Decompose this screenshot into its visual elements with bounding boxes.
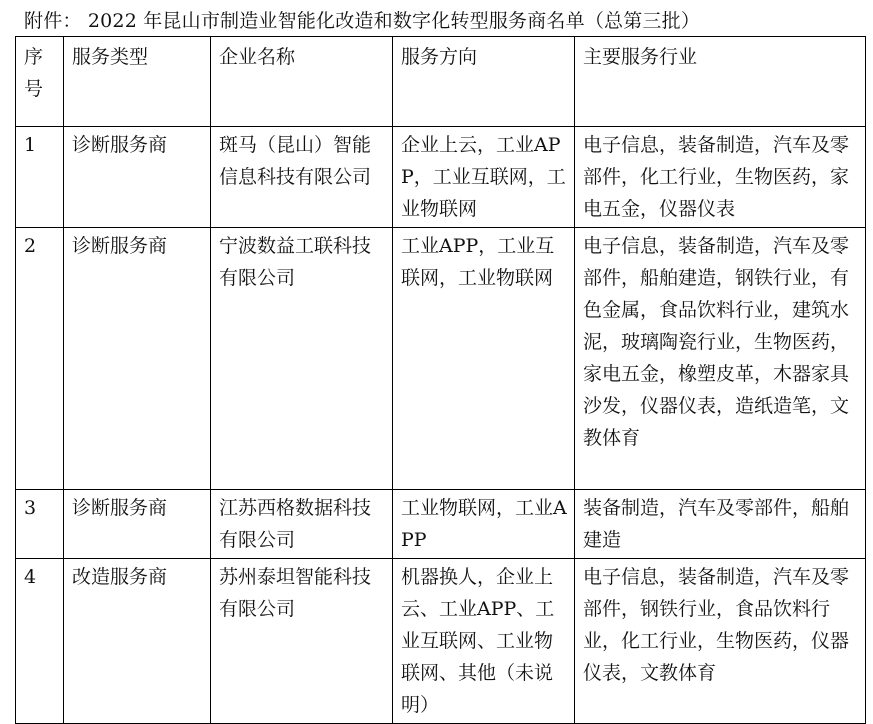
- header-direction: 服务方向: [393, 37, 575, 127]
- row-industry: 电子信息，装备制造，汽车及零部件，化工行业，生物医药，家电五金，仪器仪表: [575, 127, 866, 228]
- row-type: 改造服务商: [64, 559, 211, 724]
- row-company: 江苏西格数据科技有限公司: [211, 490, 393, 559]
- row-company: 苏州泰坦智能科技有限公司: [211, 559, 393, 724]
- header-no: 序号: [16, 37, 64, 127]
- table-row: [16, 490, 866, 559]
- row-type: 诊断服务商: [64, 490, 211, 559]
- row-no: 3: [16, 490, 64, 559]
- table-row: [16, 228, 866, 490]
- row-direction: 工业APP，工业互联网，工业物联网: [393, 228, 575, 490]
- header-company: 企业名称: [211, 37, 393, 127]
- row-industry: 电子信息，装备制造，汽车及零部件，钢铁行业，食品饮料行业，化工行业，生物医药，仪器仪表，文教体育: [575, 559, 866, 724]
- table-row: [16, 127, 866, 228]
- row-industry: 装备制造，汽车及零部件，船舶建造: [575, 490, 866, 559]
- row-industry: 电子信息，装备制造，汽车及零部件，船舶建造，钢铁行业，有色金属，食品饮料行业，建筑水泥，玻璃陶瓷行业，生物医药，家电五金，橡塑皮革，木器家具沙发，仪器仪表，造纸造笔，文教体育: [575, 228, 866, 490]
- document-title: 附件： 2022 年昆山市制造业智能化改造和数字化转型服务商名单（总第三批）: [24, 10, 701, 32]
- row-type: 诊断服务商: [64, 127, 211, 228]
- row-company: 斑马（昆山）智能信息科技有限公司: [211, 127, 393, 228]
- row-no: 1: [16, 127, 64, 228]
- table-row: [16, 559, 866, 724]
- row-direction: 企业上云，工业APP，工业互联网，工业物联网: [393, 127, 575, 228]
- header-industry: 主要服务行业: [575, 37, 866, 127]
- row-company: 宁波数益工联科技有限公司: [211, 228, 393, 490]
- row-direction: 机器换人，企业上云、工业APP、工业互联网、工业物联网、其他（未说明）: [393, 559, 575, 724]
- row-type: 诊断服务商: [64, 228, 211, 490]
- table-header-row: [16, 37, 866, 127]
- provider-table: [15, 36, 866, 724]
- header-type: 服务类型: [64, 37, 211, 127]
- row-no: 4: [16, 559, 64, 724]
- row-no: 2: [16, 228, 64, 490]
- row-direction: 工业物联网，工业APP: [393, 490, 575, 559]
